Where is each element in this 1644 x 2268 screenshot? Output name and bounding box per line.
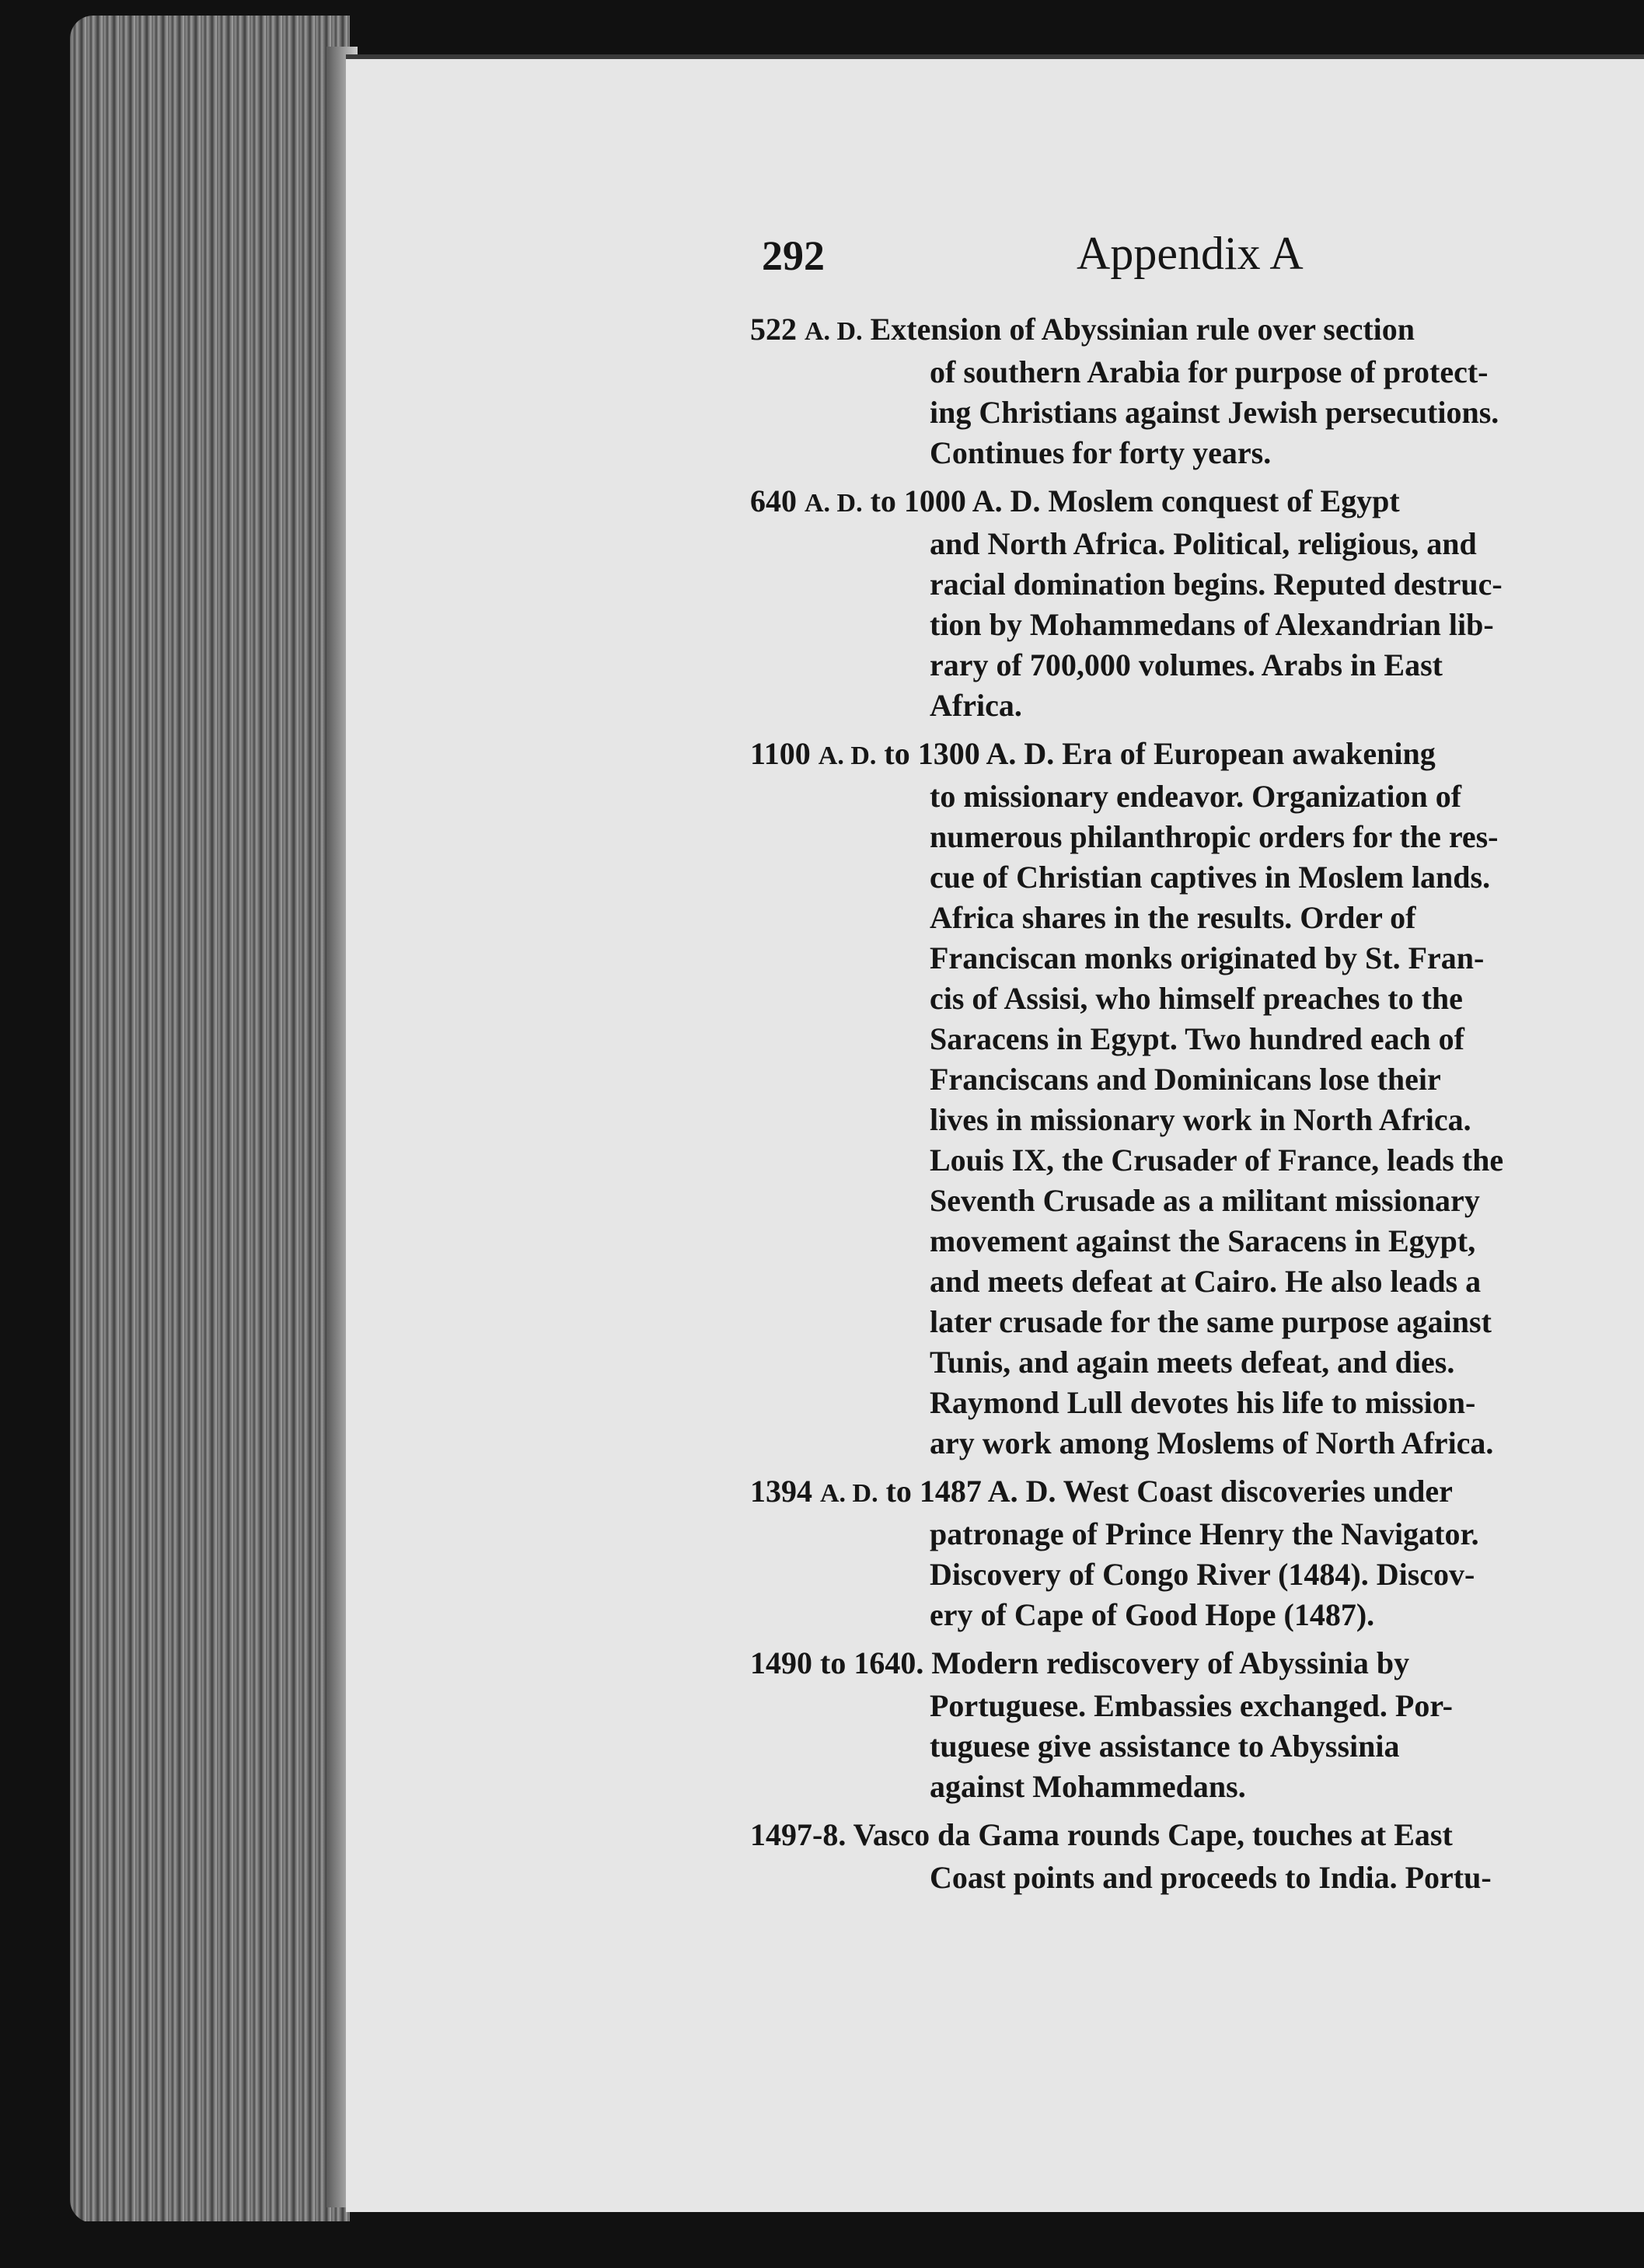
chronology-entry <box>750 309 1632 473</box>
entry-date: 1100 <box>750 736 811 771</box>
entry-first-text: Modern rediscovery of Abyssinia by <box>931 1645 1410 1680</box>
entry-first-line <box>750 1815 1632 1858</box>
entry-line: cis of Assisi, who himself preaches to the <box>930 981 1463 1016</box>
entry-era: A. D. <box>805 489 863 518</box>
entry-first-text: to 1300 A. D. Era of European awakening <box>884 736 1436 771</box>
entry-line: Raymond Lull devotes his life to mission- <box>930 1385 1476 1420</box>
entry-line: and North Africa. Political, religious, and <box>930 526 1477 561</box>
entry-first-text: Extension of Abyssinian rule over section <box>870 312 1415 347</box>
entry-line: movement against the Saracens in Egypt, <box>930 1223 1476 1258</box>
entry-line: Africa. <box>930 688 1022 723</box>
entry-date: 1394 <box>750 1474 812 1509</box>
entry-first-text: to 1000 A. D. Moslem conquest of Egypt <box>870 483 1400 518</box>
entry-line: racial domination begins. Reputed destruc- <box>930 567 1503 602</box>
chronology-entry <box>750 1815 1632 1898</box>
entry-line: Tunis, and again meets defeat, and dies. <box>930 1345 1455 1380</box>
entry-line: against Mohammedans. <box>930 1769 1246 1804</box>
entry-first-line <box>750 1471 1632 1514</box>
entry-line: Franciscans and Dominicans lose their <box>930 1062 1441 1097</box>
chronology-entry <box>750 1643 1632 1807</box>
entry-line: Discovery of Congo River (1484). Discov- <box>930 1557 1475 1592</box>
entry-line: of southern Arabia for purpose of protect- <box>930 354 1489 389</box>
entry-date: 1497-8. <box>750 1817 846 1852</box>
entry-era: A. D. <box>818 741 877 770</box>
entry-line: Africa shares in the results. Order of <box>930 900 1416 935</box>
entry-line: tion by Mohammedans of Alexandrian lib- <box>930 607 1494 642</box>
entry-line: Portuguese. Embassies exchanged. Por- <box>930 1688 1453 1723</box>
entry-first-line <box>750 481 1632 524</box>
entry-line: Saracens in Egypt. Two hundred each of <box>930 1021 1464 1056</box>
entry-line: Coast points and proceeds to India. Portu- <box>930 1860 1492 1895</box>
entry-date: 640 <box>750 483 797 518</box>
entry-line: lives in missionary work in North Africa. <box>930 1102 1471 1137</box>
scan-bottom-border <box>0 2221 1644 2268</box>
entry-line: Continues for forty years. <box>930 435 1272 470</box>
page-number: 292 <box>762 232 825 279</box>
entry-line: ary work among Moslems of North Africa. <box>930 1425 1494 1460</box>
entry-first-text: Vasco da Gama rounds Cape, touches at East <box>853 1817 1453 1852</box>
entry-first-line <box>750 734 1632 776</box>
page-header <box>762 228 1632 294</box>
book-page-edges <box>70 16 350 2223</box>
entry-line: later crusade for the same purpose against <box>930 1304 1492 1339</box>
entry-line: Louis IX, the Crusader of France, leads the <box>930 1143 1504 1178</box>
chronology-entry <box>750 734 1632 1464</box>
entry-line: numerous philanthropic orders for the res- <box>930 819 1499 854</box>
entry-line: tuguese give assistance to Abyssinia <box>930 1729 1400 1764</box>
entry-line: rary of 700,000 volumes. Arabs in East <box>930 647 1443 682</box>
entry-first-line <box>750 309 1632 352</box>
entry-line: cue of Christian captives in Moslem lands. <box>930 860 1491 895</box>
chronology-entry <box>750 481 1632 726</box>
entry-line: ery of Cape of Good Hope (1487). <box>930 1597 1375 1632</box>
entry-era: A. D. <box>820 1479 878 1508</box>
chronology-entries <box>750 309 1632 1906</box>
entry-era: A. D. <box>805 317 863 346</box>
entry-line: ing Christians against Jewish persecutions. <box>930 395 1499 430</box>
entry-line: Seventh Crusade as a militant missionary <box>930 1183 1480 1218</box>
entry-line: patronage of Prince Henry the Navigator. <box>930 1516 1479 1551</box>
entry-line: and meets defeat at Cairo. He also leads a <box>930 1264 1482 1299</box>
entry-line: Franciscan monks originated by St. Fran- <box>930 940 1485 975</box>
chronology-entry <box>750 1471 1632 1635</box>
entry-date: 1490 to 1640. <box>750 1645 924 1680</box>
entry-first-line <box>750 1643 1632 1686</box>
entry-first-text: to 1487 A. D. West Coast discoveries under <box>885 1474 1453 1509</box>
entry-line: to missionary endeavor. Organization of <box>930 779 1462 814</box>
entry-date: 522 <box>750 312 797 347</box>
running-title: Appendix A <box>1077 228 1304 279</box>
